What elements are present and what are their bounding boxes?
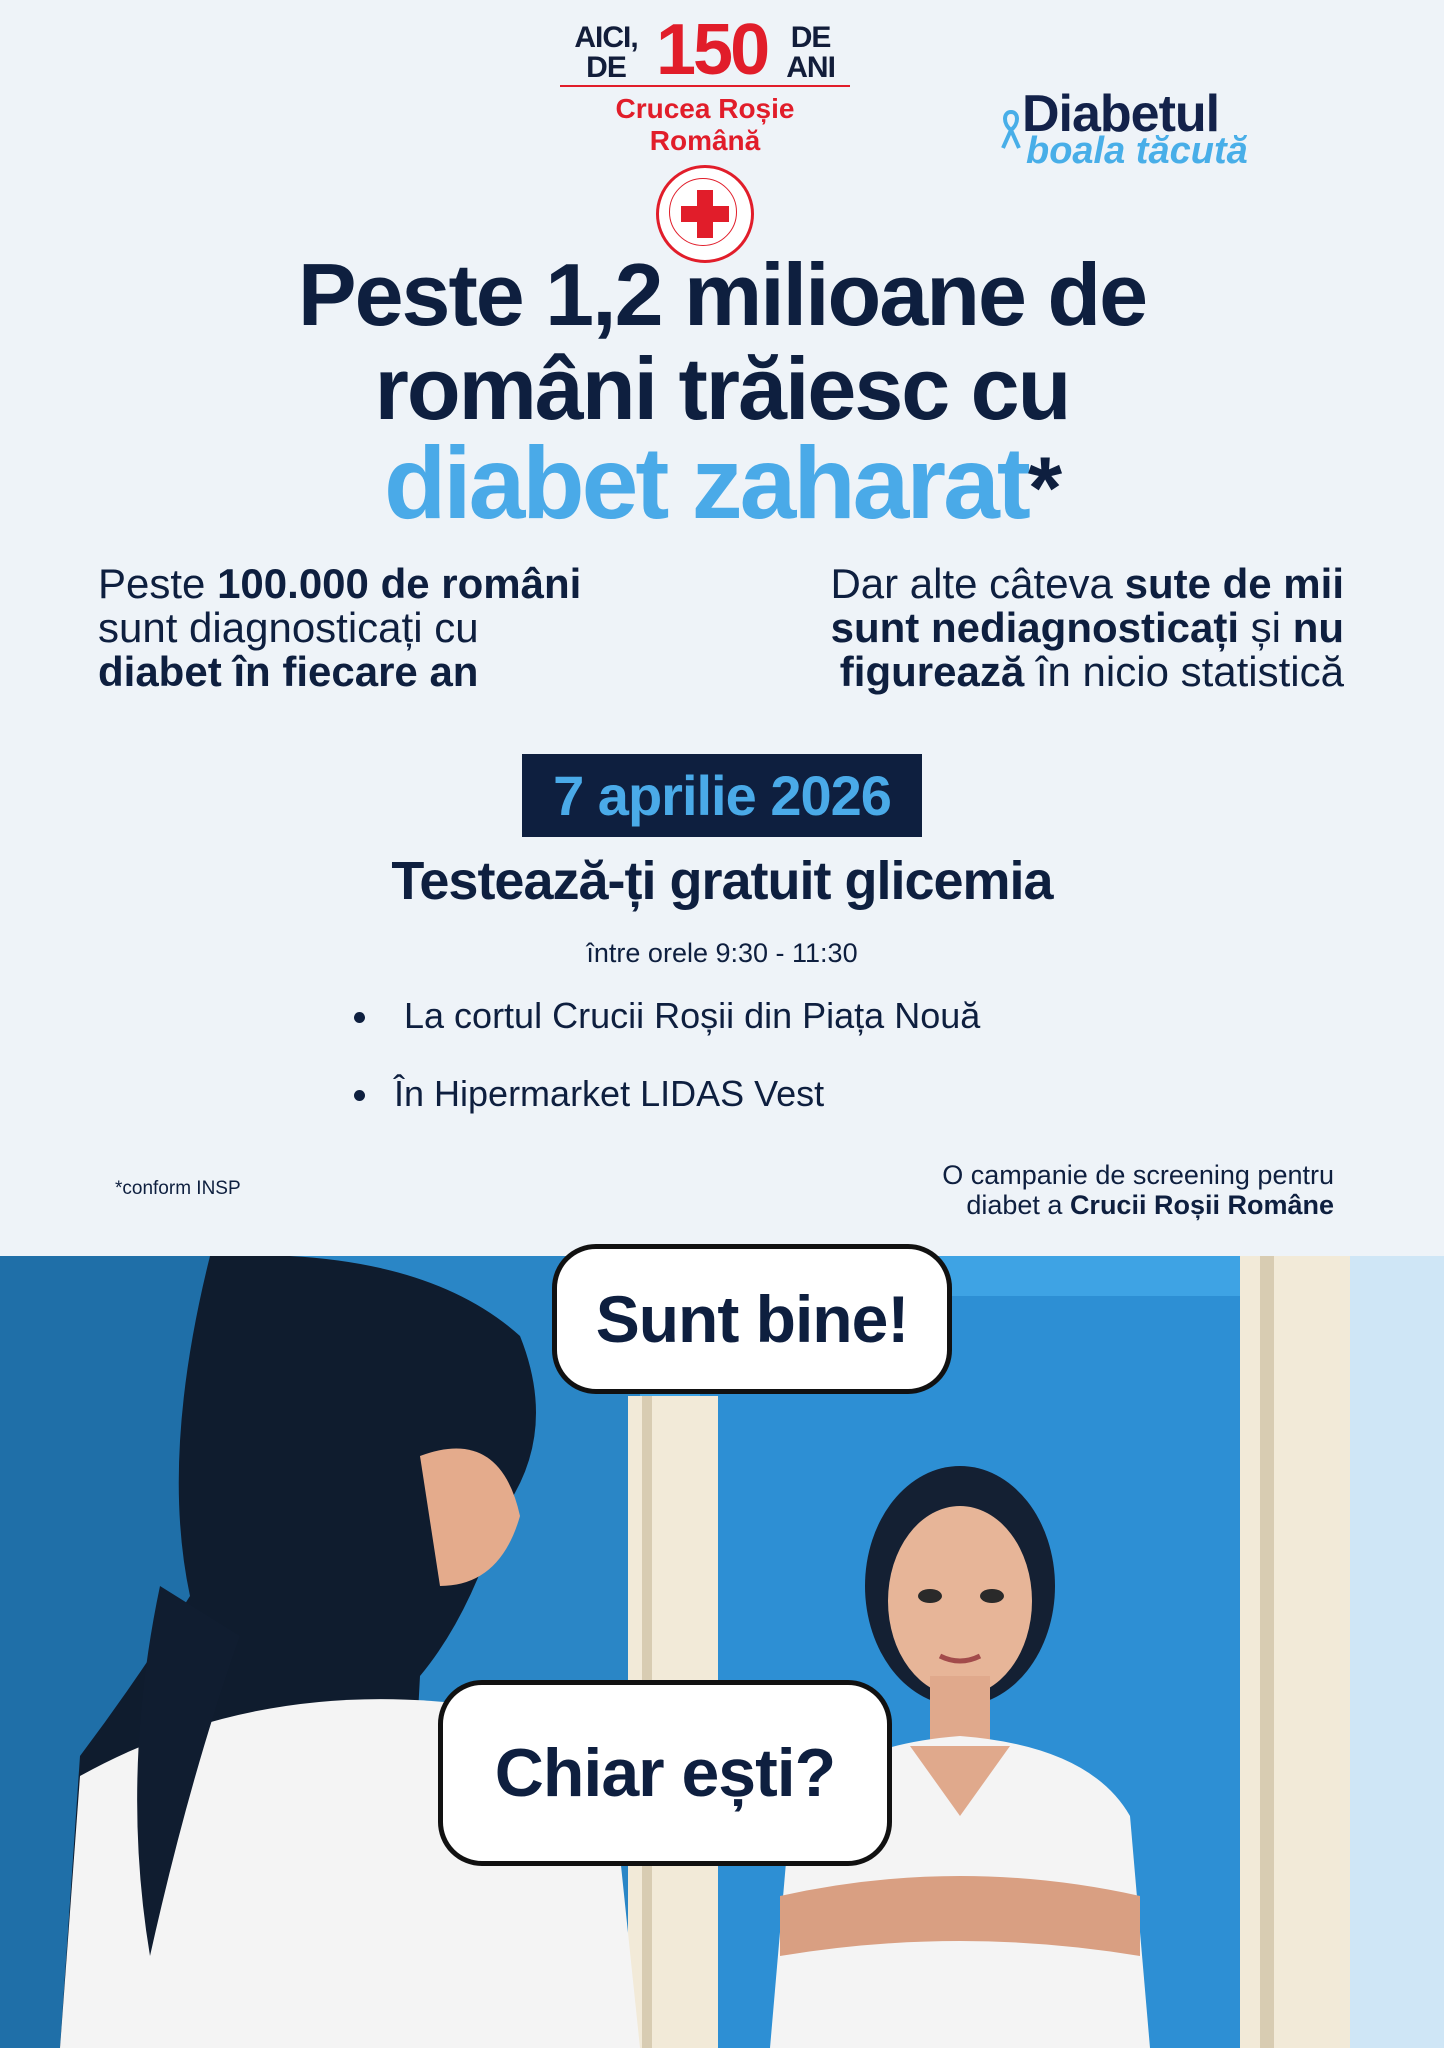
left-bold-2: diabet în fiecare an <box>98 648 479 695</box>
right-bold-2: sunt nediagnosticați <box>830 604 1240 651</box>
right-bold-4: figurează <box>839 648 1025 695</box>
headline-line1: Peste 1,2 milioane de <box>297 245 1147 344</box>
right-text-1: Dar alte câteva <box>830 560 1125 607</box>
headline-highlight: diabet zaharat <box>383 426 1028 540</box>
event-date: 7 aprilie 2026 <box>522 754 922 837</box>
awareness-ribbon-icon <box>1000 110 1022 150</box>
campaign-line2-bold: Crucii Roșii Române <box>1069 1190 1334 1220</box>
speech-bubble-1 <box>552 1244 952 1394</box>
red-cross-logo <box>560 10 850 243</box>
bubble1-text: Sunt bine! <box>595 1282 909 1356</box>
diabetes-logo-title: Diabetul <box>1022 85 1220 143</box>
location-item: În Hipermarket LIDAS Vest <box>350 1070 980 1148</box>
campaign-line2-prefix: diabet a <box>966 1190 1070 1220</box>
footnote: *conform INSP <box>115 1178 241 1199</box>
right-text-2: și <box>1239 604 1293 651</box>
right-text-3: în nicio statistică <box>1024 648 1344 695</box>
headline-asterisk: * <box>1027 438 1061 537</box>
campaign-note <box>830 1160 1334 1220</box>
event-title: Testează-ți gratuit glicemia <box>391 851 1053 911</box>
location-list <box>350 992 980 1148</box>
left-text-1: Peste <box>98 560 218 607</box>
rc-150-number: 150 <box>656 10 768 90</box>
event-hours: între orele 9:30 - 11:30 <box>586 938 858 968</box>
location-item: La cortul Crucii Roșii din Piața Nouă <box>350 992 980 1070</box>
speech-bubble-2 <box>438 1680 892 1866</box>
campaign-line1: O campanie de screening pentru <box>942 1160 1334 1190</box>
right-bold-3: nu <box>1292 604 1344 651</box>
diabetes-logo-subtitle: boala tăcută <box>1026 130 1248 172</box>
diagnosed-stat <box>98 562 658 694</box>
diabetes-campaign-logo <box>1000 85 1310 178</box>
left-bold-1: 100.000 de români <box>217 560 582 607</box>
rc-line1-right: DE ANI <box>786 20 835 84</box>
left-text-2: sunt diagnosticați cu <box>98 604 479 651</box>
headline <box>0 245 1444 540</box>
rc-line1-left: AICI, DE <box>574 20 638 84</box>
bubble2-text: Chiar ești? <box>494 1735 836 1811</box>
rc-organization-name: Crucea Roșie Română <box>560 85 850 157</box>
right-bold-1: sute de mii <box>1124 560 1344 607</box>
undiagnosed-stat <box>720 562 1344 694</box>
headline-line2: români trăiesc cu <box>374 339 1070 438</box>
